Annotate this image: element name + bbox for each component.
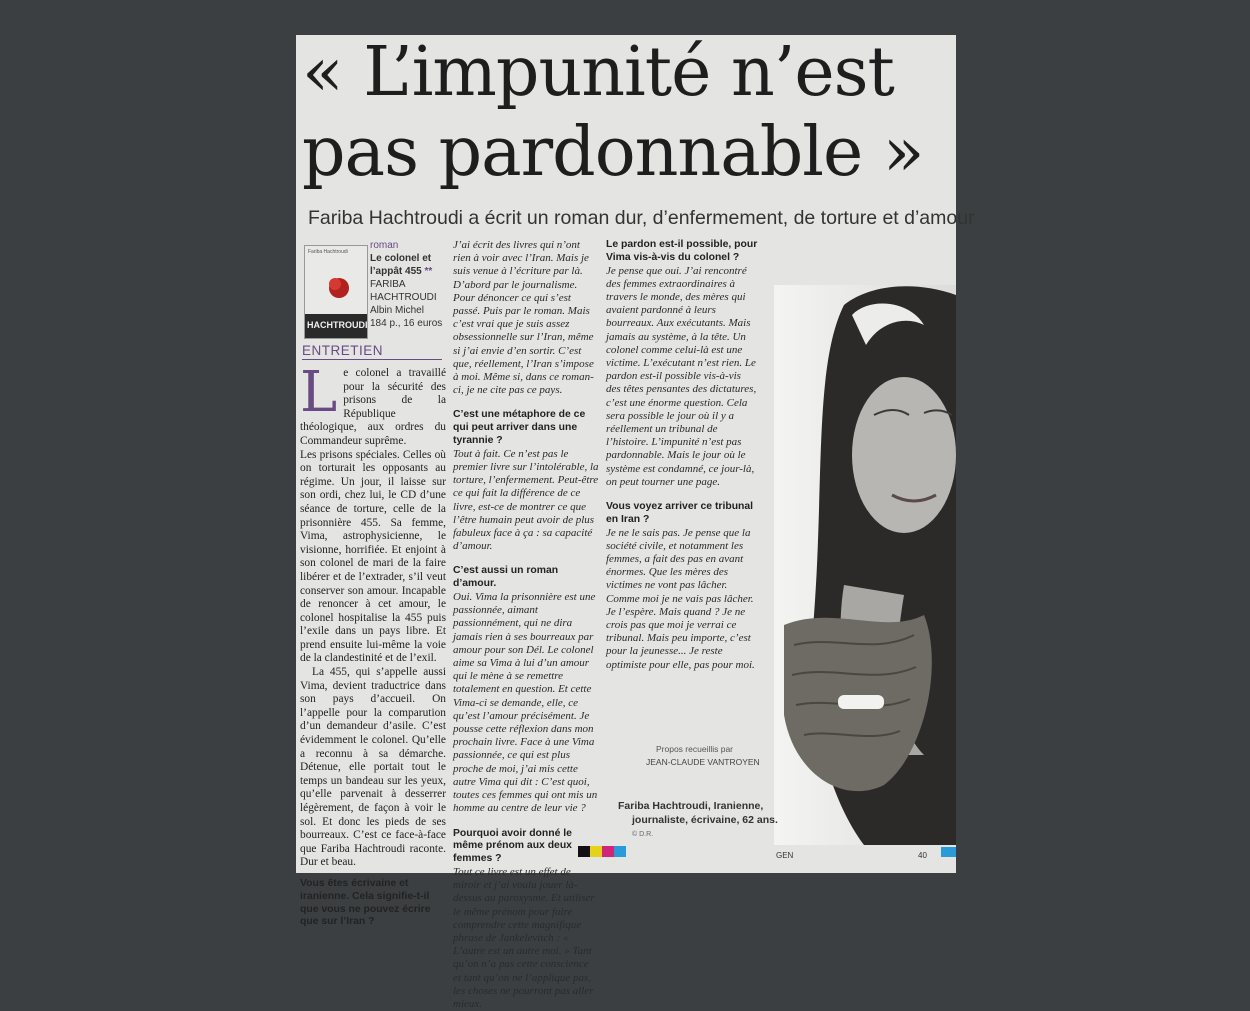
question-4: Pourquoi avoir donné le même prénom aux deux femmes ?	[453, 827, 572, 865]
question-3: C’est aussi un roman d’amour.	[453, 565, 559, 590]
answer-6: Je ne le sais pas. Je pense que la société civile, et notamment les femmes, a fait des pas en avant énormes. Que les mères des victimes ne vont pas lâcher. Comme moi je ne vais pas lâcher. Je l’espère. Mais quand ? Je ne crois pas que moi je verrai ce tribunal. Mais peu importe, c’est pour la jeunesse... Je reste optimiste pour elle, pas pour moi.	[606, 526, 755, 671]
answer-3: Oui. Vima la prisonnière est une passionnée, aimant passionnément, qui ne dira jamais rien à ses bourreaux par amour pour son Dél. Le colonel aime sa Vima à lui d’un amour qui le mène à se remettre totalement en question. Et cette Vima-ci se demande, elle, ce qu’est l’amour précisément. Je pousse cette réflexion dans mon prochain livre. Face à une Vima passionnée, ce qui est plus proche de moi, j’ai mis cette autre Vima qui dit : C’est quoi, toutes ces femmes qui ont mis un homme au centre de leur vie ?	[453, 591, 598, 815]
rating-stars: **	[424, 266, 433, 277]
footer-page-number: 40	[918, 851, 927, 860]
book-cover-image	[304, 245, 368, 339]
footer-edition: GEN	[776, 851, 794, 860]
question-2: C’est une métaphore de ce qui peut arriver dans une tyrannie ?	[453, 409, 586, 447]
answer-1: J’ai écrit des livres qui n’ont rien à voir avec l’Iran. Mais je suis venue à l’écriture par là. D’abord par le journalisme. Pour dénoncer ce qui s’est passé. Puis par le roman. Mais c’est vrai que je suis assez obsessionnelle sur l’Iran, même si j’ai envie d’en sortir. C’est que, réellement, l’Iran s’impose à moi. Même si, dans ce roman-ci, je ne cite pas ce pays.	[453, 239, 594, 397]
photo-caption-line-1: Fariba Hachtroudi, Iranienne,	[618, 800, 764, 812]
intro-paragraph-1: Les prisons spéciales. Celles où on torturait les opposants au régime. Un jour, il laisse sur son ordi, chez lui, le CD d’une séance de torture, celle de la prisonnière 455. Sa femme, Vima, astrophysicienne, le visionne, horrifiée. Et enjoint à son colonel de mari de la faire libérer et de l’extrader, s’il veut conserver son amour. Incapable de renoncer à cet amour, le colonel hospitalise la 455 puis l’exile dans un pays libre. Et prend ensuite lui-même la voie de la clandestinité et de l’exil.	[300, 448, 446, 665]
color-registration-bar	[578, 846, 626, 857]
book-category: roman	[370, 240, 399, 251]
intro-lead: e colonel a travaillé pour la sécurité des prisons de la République théologique, aux ordres du Commandeur suprême.	[300, 367, 446, 447]
interview-credit-line-1: Propos recueillis par	[656, 744, 734, 754]
cover-author: HACHTROUDI	[307, 320, 368, 330]
answer-5: Je pense que oui. J’ai rencontré des femmes extraordinaires à travers le monde, des mères qui avaient pardonné à leurs bourreaux. Aux exécutants. Mais jamais au système, à la tête. Un colonel comme celui-là est une victime. L’exécutant n’est rien. Le pardon est-il possible vis-à-vis des têtes pensantes des dictatures, c’est une énorme question. Cela sera possible le jour où il y a réellement un tribunal de l’histoire. L’impunité n’est pas pardonnable. Mais le jour où le système est condamné, ce jour-là, on peut tourner une page.	[606, 264, 757, 488]
interview-credit-line-2: JEAN-CLAUDE VANTROYEN	[646, 757, 760, 767]
answer-2: Tout à fait. Ce n’est pas le premier livre sur l’intolérable, la torture, l’enfermement. Peut-être ce qui fait la différence de ce livre, est-ce de montrer ce que l’être humain peut avoir de plus fabuleux face à ça : sa capacité d’amour.	[453, 447, 599, 553]
question-1: Vous êtes écrivaine et iranienne. Cela signifie-t-il que vous ne pouvez écrire que sur l’Iran ?	[300, 877, 431, 928]
photo-caption-line-2: journaliste, écrivaine, 62 ans.	[632, 814, 778, 826]
subheadline: Fariba Hachtroudi a écrit un roman dur, d’enfermement, de torture et d’amour	[308, 207, 975, 229]
book-title-line-1: Le colonel et	[370, 253, 432, 264]
question-6: Vous voyez arriver ce tribunal en Iran ?	[606, 501, 754, 525]
headline-line-2: pas pardonnable »	[302, 113, 924, 192]
section-label: ENTRETIEN	[302, 343, 384, 358]
question-5: Le pardon est-il possible, pour Vima vis-à-vis du colonel ?	[606, 239, 758, 263]
column-2	[453, 239, 599, 1010]
column-3	[606, 239, 758, 739]
book-publisher: Albin Michel	[370, 305, 424, 316]
book-author-line-2: HACHTROUDI	[370, 292, 437, 303]
column-1	[300, 360, 446, 928]
cover-small-text: Fariba Hachtroudi	[308, 249, 348, 255]
book-info	[370, 239, 454, 330]
newspaper-clipping	[296, 33, 975, 1010]
book-title-line-2: l’appât 455	[370, 266, 422, 277]
answer-4-start: Tout ce livre est un effet de miroir et j’ai voulu jouer là-dessus au paroxysme. Et utiliser le même prénom pour faire comprendre cette magnifique phrase de Jankelevitch : « L’autre est un autre moi. » Tant qu’on n’a pas cette conscience et tant qu’on ne l’applique pas, les choses ne pourront pas aller mieux.	[453, 865, 595, 1010]
footer-color-mark	[941, 847, 956, 857]
book-author-line-1: FARIBA	[370, 279, 406, 290]
portrait-photo	[774, 285, 956, 845]
photo-credit: © D.R.	[632, 831, 654, 838]
book-details: 184 p., 16 euros	[370, 318, 443, 329]
intro-paragraph-2: La 455, qui s’appelle aussi Vima, devient traductrice dans son pays d’accueil. On l’appelle pour la comparution d’un demandeur d’asile. C’est évidemment le colonel. Qu’elle a reconnu à sa démarche. Détenue, elle portait tout le temps un bandeau sur les yeux, qu’elle parvenait à desserrer légèrement, de façon à voir le sol. Et donc les pieds de ses bourreaux. C’est ce face-à-face que Fariba Hachtroudi raconte. Dur et beau.	[300, 666, 446, 869]
headline-line-1: « L’impunité n’est	[302, 33, 894, 112]
drop-cap: L	[300, 360, 338, 425]
